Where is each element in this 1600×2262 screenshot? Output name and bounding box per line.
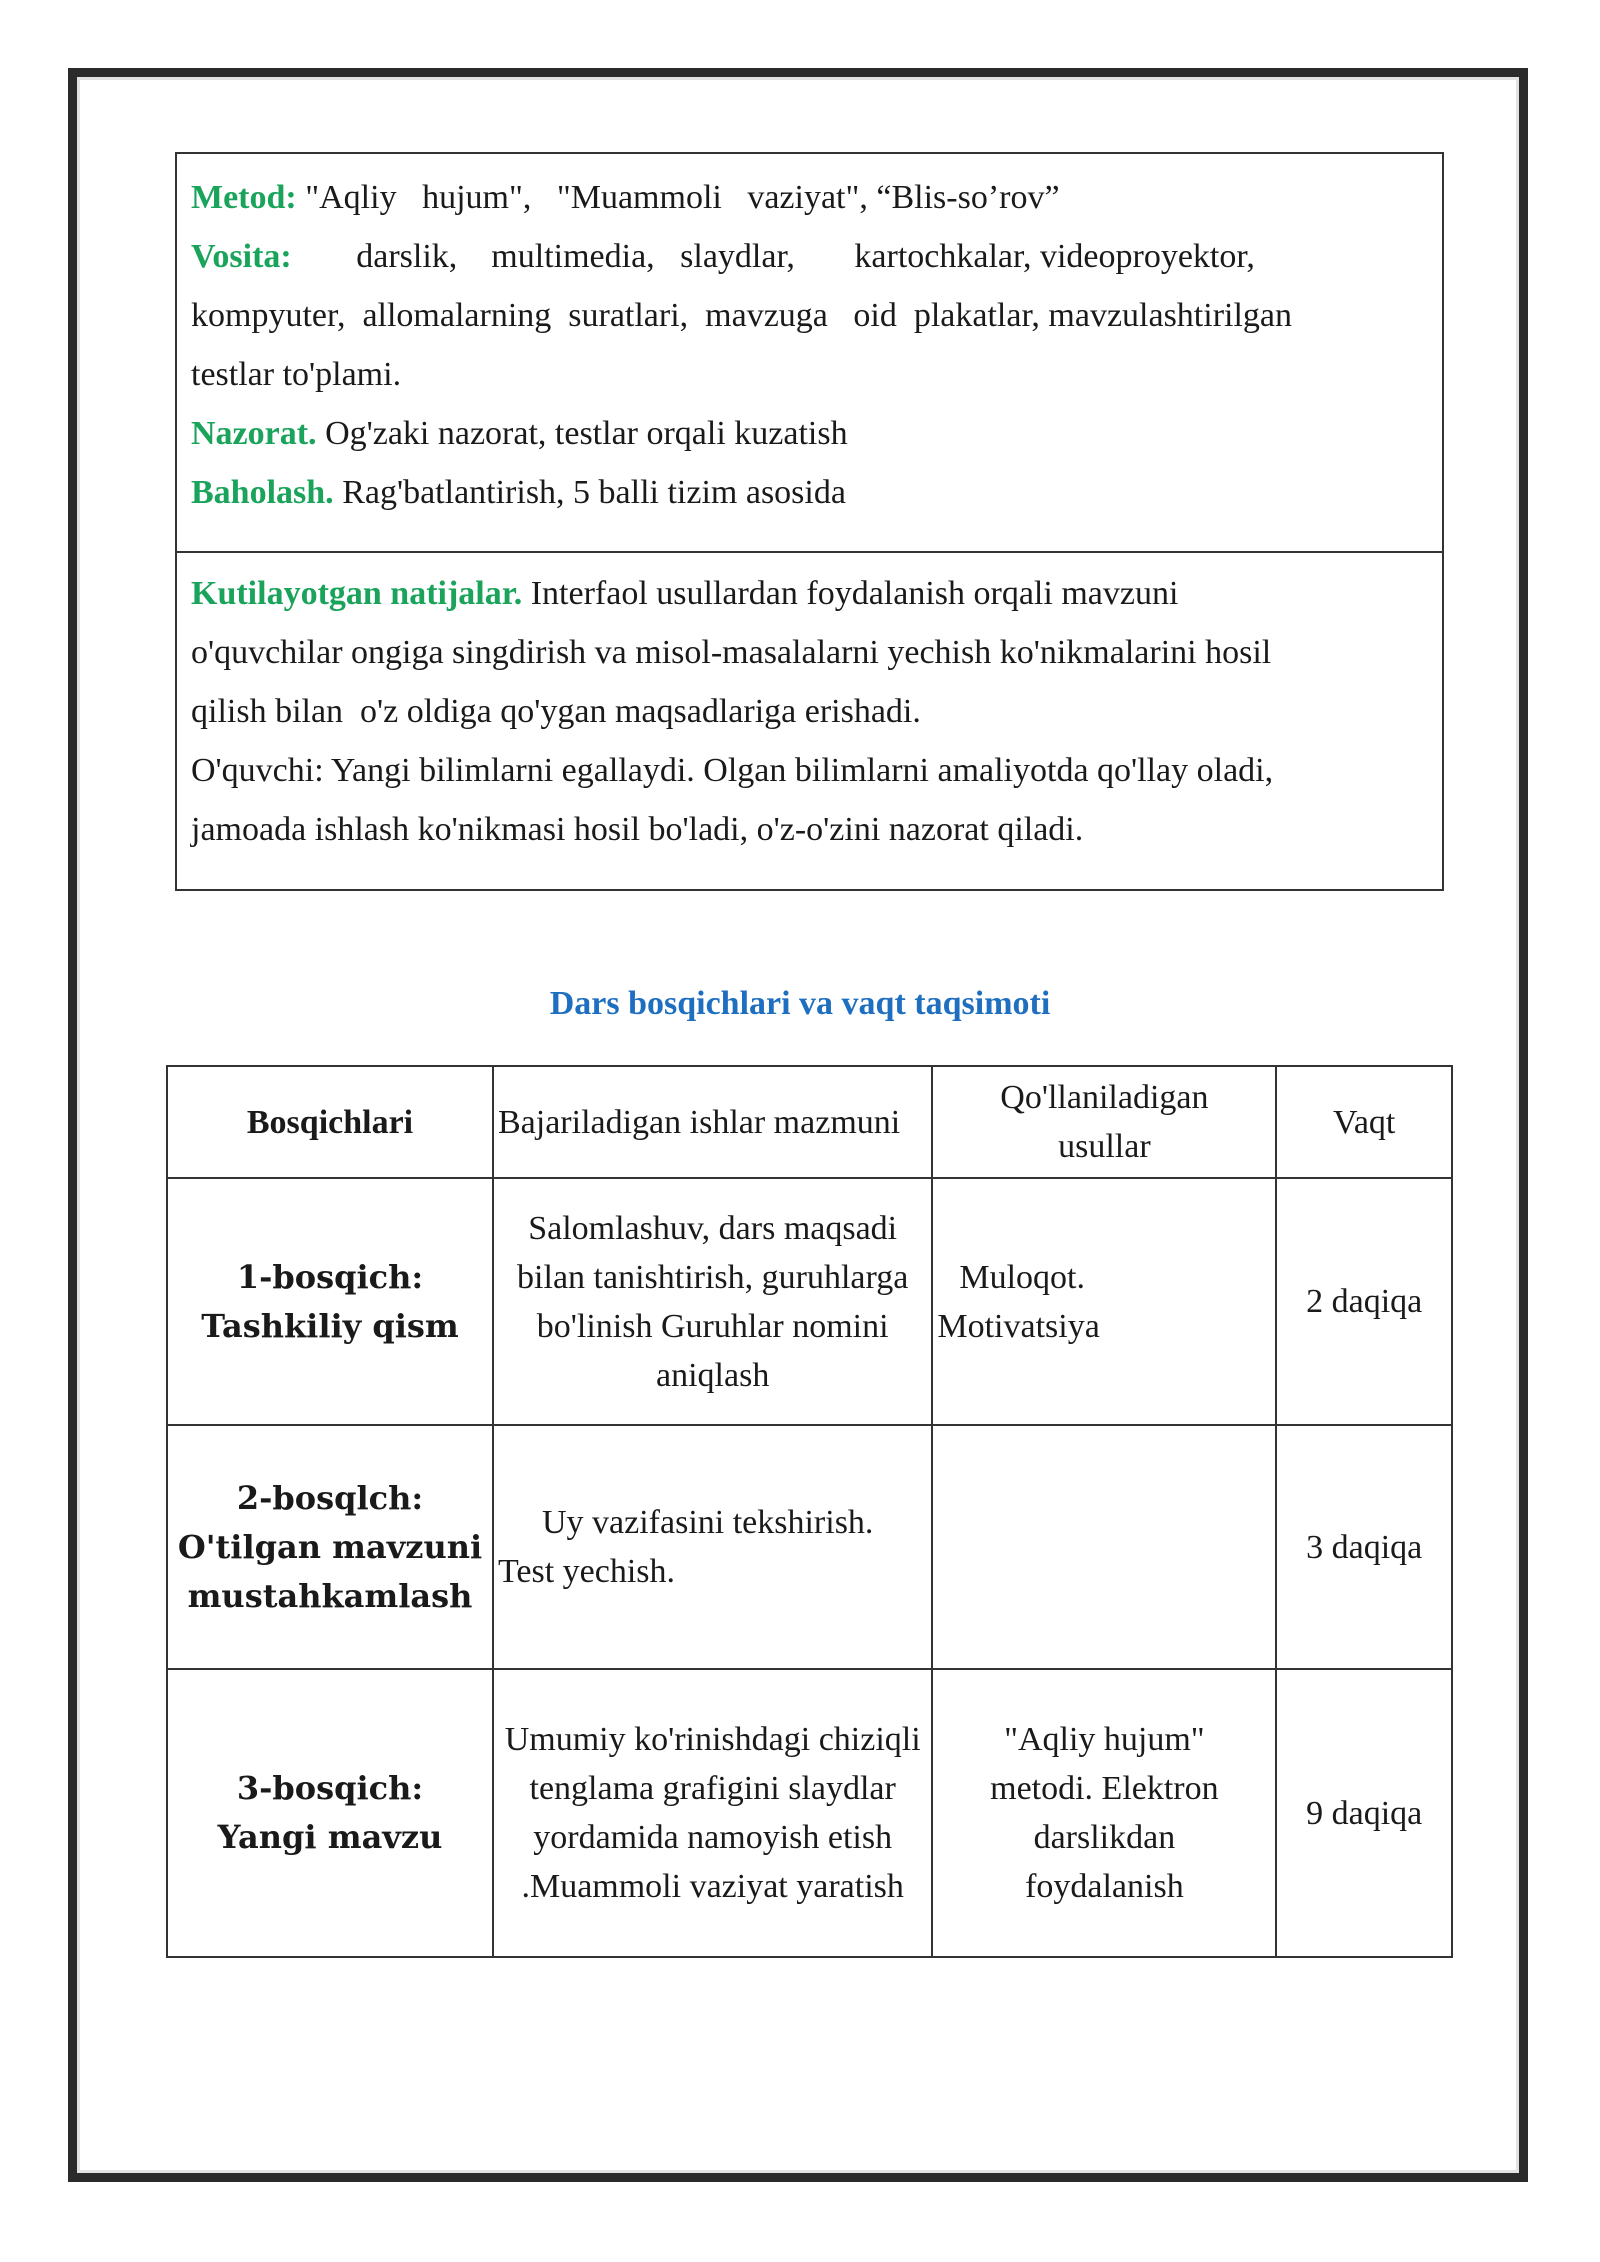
method-line [191,168,1422,227]
assessment-label: Baholash. [191,474,334,511]
header-content: Bajariladigan ishlar mazmuni [493,1066,932,1178]
control-label: Nazorat. [191,415,317,452]
stage-title: Tashkiliy qism [201,1306,459,1345]
stage-number: 1-bosqich: [236,1257,424,1296]
results-text-2: o'quvchilar ongiga singdirish va misol-masalalarni yechish ko'nikmalarini hosil [191,634,1272,671]
stage-title: O'tilgan mavzuni mustahkamlash [177,1527,483,1615]
section-title: Dars bosqichlari va vaqt taqsimoti [549,985,1051,1022]
stage-title: Yangi mavzu [217,1818,443,1856]
methods-cell [932,1669,1276,1957]
header-methods [932,1066,1276,1178]
methods-cell [932,1178,1276,1425]
header-time: Vaqt [1276,1066,1452,1178]
methods-text-2: Motivatsiya [937,1307,1100,1345]
methods-cell [932,1425,1276,1669]
results-text-1: Interfaol usullardan foydalanish orqali mavzuni [522,575,1179,612]
table-row [167,1178,1452,1425]
stage-cell [167,1178,493,1425]
content-cell [493,1425,932,1669]
control-text: Og'zaki nazorat, testlar orqali kuzatish [316,415,848,452]
time-cell: 9 daqiqa [1276,1669,1452,1957]
methods-text: "Aqliy hujum" metodi. Elektron darslikdan foydalanish [990,1721,1219,1905]
assessment-text: Rag'batlantirish, 5 balli tizim asosida [333,474,846,511]
time-cell: 3 daqiqa [1276,1425,1452,1669]
tools-label: Vosita: [191,238,292,275]
method-text: "Aqliy hujum", "Muammoli vaziyat", “Blis-so’rov” [305,179,1060,216]
table-row [167,1425,1452,1669]
table-header-row [167,1066,1452,1178]
content-cell [493,1669,932,1957]
stage-number: 2-bosqlch: [236,1478,424,1517]
lesson-stages-table [166,1065,1453,1958]
stage-number: 3-bosqich: [236,1769,424,1807]
content-text: Umumiy ko'rinishdagi chiziqli tenglama grafigini slaydlar yordamida namoyish etish .Muammoli vaziyat yaratish [504,1721,921,1905]
tools-text-3: testlar to'plami. [191,356,402,393]
stage-cell [167,1669,493,1957]
header-methods-text: Qo'llaniladigan usullar [1000,1079,1209,1165]
tools-text-2: kompyuter, allomalarning suratlari, mavzuga oid plakatlar, mavzulashtirilgan [191,297,1292,334]
content-text: Salomlashuv, dars maqsadi bilan tanishtirish, guruhlarga bo'linish Guruhlar nomini aniqlash [517,1209,909,1394]
table-row [167,1669,1452,1957]
methods-text-1: Muloqot. [959,1258,1085,1296]
results-line-1 [191,564,1422,623]
header-stages: Bosqichlari [167,1066,493,1178]
tools-line [191,227,1422,286]
tools-text-1: darslik, multimedia, slaydlar, kartochkalar, videoproyektor, [356,238,1255,275]
results-text-5: jamoada ishlash ko'nikmasi hosil bo'ladi, o'z-o'zini nazorat qiladi. [191,811,1084,848]
results-text-3: qilish bilan o'z oldiga qo'ygan maqsadlariga erishadi. [191,693,921,730]
content-cell [493,1178,932,1425]
content-text-1: Uy vazifasini tekshirish. [542,1504,874,1541]
stage-cell [167,1425,493,1669]
results-text-4: O'quvchi: Yangi bilimlarni egallaydi. Olgan bilimlarni amaliyotda qo'llay oladi, [191,752,1274,789]
lesson-info-box [175,152,1444,553]
assessment-line [191,463,1422,522]
content-text-2: Test yechish. [498,1553,676,1590]
method-label: Metod: [191,179,297,216]
expected-results-box [175,551,1444,891]
results-label: Kutilayotgan natijalar. [191,575,523,612]
time-cell: 2 daqiqa [1276,1178,1452,1425]
control-line [191,404,1422,463]
